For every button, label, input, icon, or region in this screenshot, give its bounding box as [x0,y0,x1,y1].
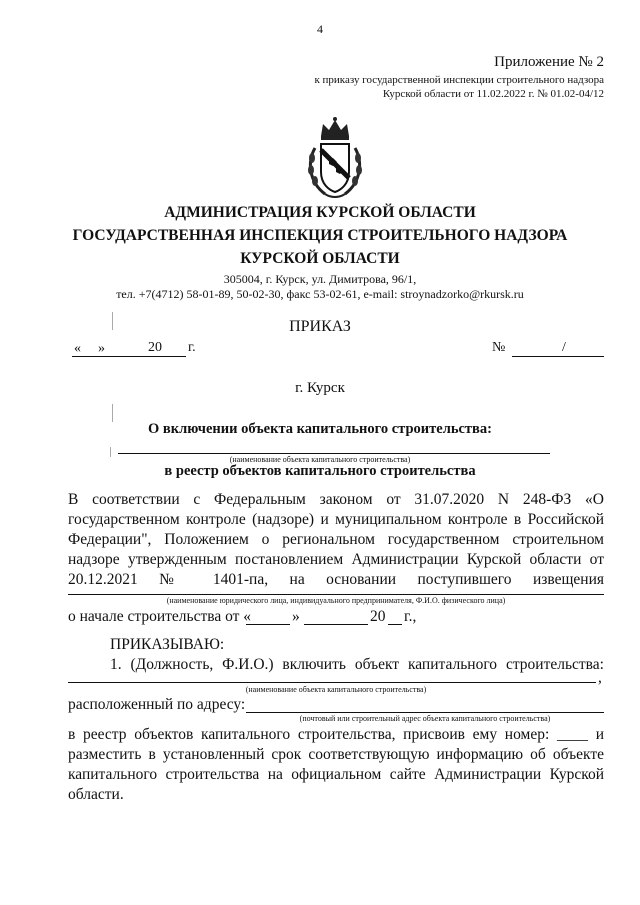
decree-object-underline [68,682,596,683]
start-date-prefix: о начале строительства от « [68,608,252,625]
order-title: ПРИКАЗ [289,318,351,335]
order-date-underline [72,356,186,357]
appendix-title: Приложение № 2 [494,54,604,70]
order-date-year: 20 [148,340,162,355]
start-date-year: 20 [370,608,386,625]
order-date-year-suffix: г. [188,340,196,355]
start-date-day-underline [304,624,368,625]
subject-object-caption: (наименование объекта капитального строительства) [229,455,411,464]
scan-mark [112,404,113,422]
subject-title: О включении объекта капитального строительства: [148,421,492,437]
decree-paragraph-line-3: капитального строительства на официальном сайте Администрации Курской [68,766,604,783]
decree-paragraph-line-1: в реестр объектов капитального строительства, присвоив ему номер: ____ и [68,726,604,743]
entity-caption: (наименование юридического лица, индивидуального предпринимателя, Ф.И.О. физического лица) [166,596,506,605]
order-number-underline [512,356,604,357]
org-name-line-2: ГОСУДАРСТВЕННАЯ ИНСПЕКЦИЯ СТРОИТЕЛЬНОГО НАДЗОРА [72,227,568,244]
decree-object-caption: (наименование объекта капитального строительства) [245,685,427,694]
body-line-2: государственном контроле (надзоре) и муниципальном контроле в Российской [68,511,604,528]
decree-item-1: 1. (Должность, Ф.И.О.) включить объект капитального строительства: [110,656,604,673]
decree-heading: ПРИКАЗЫВАЮ: [110,636,225,653]
body-line-3: Федерации", Положением о региональном государственном строительном [68,531,604,548]
order-date-open: « [74,341,81,356]
subject-object-underline [118,453,550,454]
subject-registry: в реестр объектов капитального строительства [164,463,476,479]
order-date-close: » [98,341,105,356]
body-line-4: надзоре утвержденным постановлением Администрации Курской области от [68,551,604,568]
org-address: 305004, г. Курск, ул. Димитрова, 96/1, [223,272,417,286]
decree-address-label: расположенный по адресу: [68,696,246,713]
page-number: 4 [317,22,323,36]
entity-underline [68,594,604,595]
order-number-label: № [492,340,506,355]
org-name-line-1: АДМИНИСТРАЦИЯ КУРСКОЙ ОБЛАСТИ [164,204,476,221]
org-name-line-3: КУРСКОЙ ОБЛАСТИ [240,250,400,267]
decree-object-comma: , [598,669,602,686]
order-city: г. Курск [295,380,345,396]
start-date-year-underline [388,624,402,625]
body-line-1: В соответствии с Федеральным законом от 31.07.2020 N 248-ФЗ «О [68,491,604,508]
start-date-suffix: г., [404,608,417,625]
coat-of-arms-emblem [303,114,367,200]
decree-paragraph-line-2: разместить в установленный срок соответствующую информацию об объекте [68,746,604,763]
decree-address-caption: (почтовый или строительный адрес объекта капитального строительства) [299,714,551,723]
body-line-5: 20.12.2021 № 1401-па, на основании поступившего извещения [68,571,604,588]
appendix-line-2: Курской области от 11.02.2022 г. № 01.02-04/12 [382,88,604,100]
order-number-separator: / [562,340,566,355]
start-date-mid: » [292,608,300,625]
start-date-month-underline [246,624,290,625]
decree-paragraph-line-4: области. [68,786,124,803]
appendix-line-1: к приказу государственной инспекции строительного надзора [314,74,604,86]
org-contacts: тел. +7(4712) 58-01-89, 50-02-30, факс 53-02-61, e-mail: stroynadzorko@rkursk.ru [116,287,524,301]
decree-address-underline [246,712,604,713]
